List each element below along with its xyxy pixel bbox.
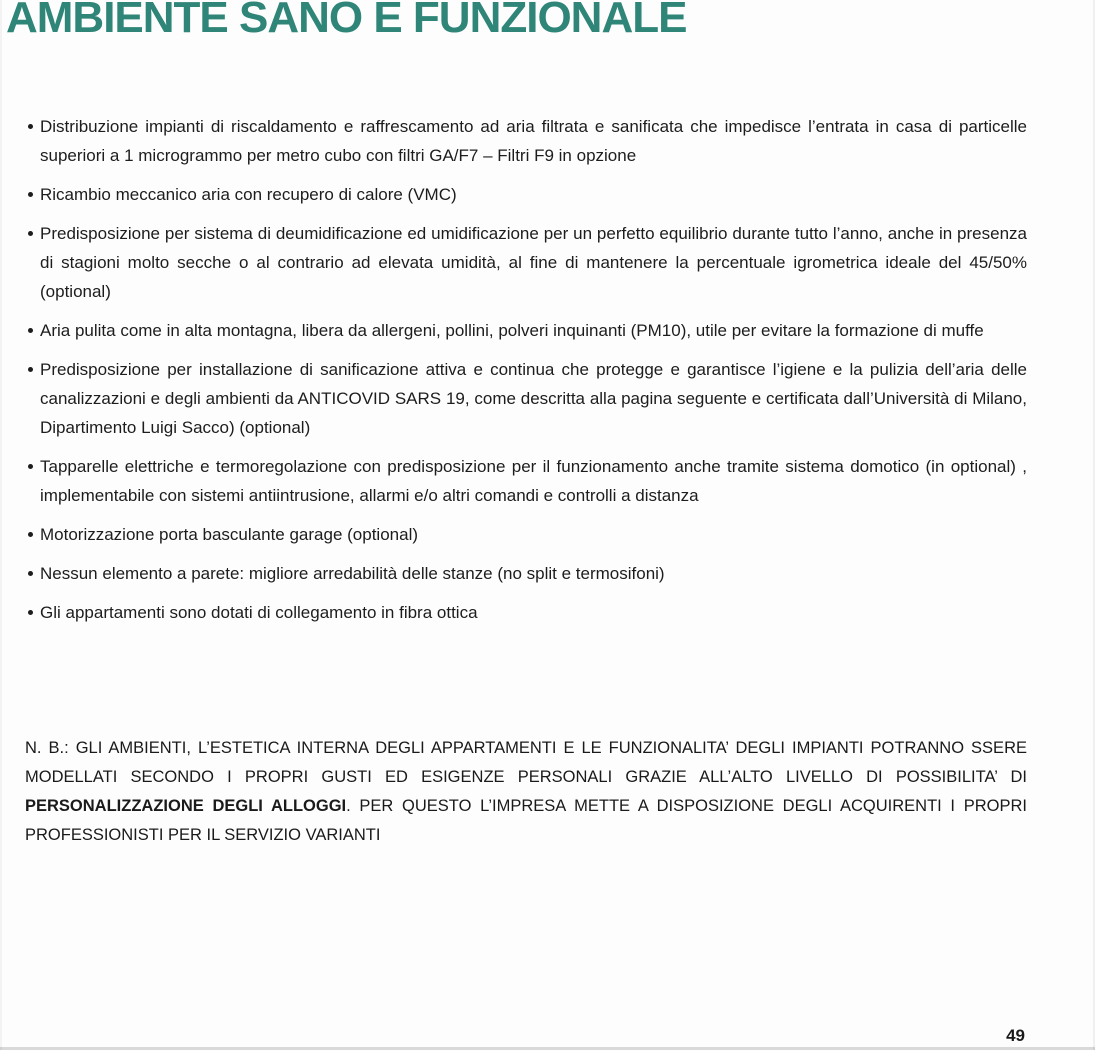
list-item [28,355,1027,442]
list-item-text: Distribuzione impianti di riscaldamento e raffrescamento ad aria filtrata e sanificata che impedisce l’entrata in casa di particelle superiori a 1 microgrammo per metro cubo con filtri GA/F7 – Filtri F9 in opzione [40,117,1027,165]
bullet-icon [28,328,33,333]
list-item-text: Motorizzazione porta basculante garage (optional) [40,525,419,544]
note-paragraph [25,734,1027,850]
bullet-icon [28,532,33,537]
list-item [28,598,1027,627]
list-item [28,316,1027,345]
list-item-text: Nessun elemento a parete: migliore arredabilità delle stanze (no split e termosifoni) [40,564,665,583]
page-number: 49 [1006,1026,1025,1045]
list-item-text: Ricambio meccanico aria con recupero di calore (VMC) [40,185,457,204]
list-item [28,112,1027,170]
list-item [28,180,1027,209]
note-text-normal: N. B.: GLI AMBIENTI, L’ESTETICA INTERNA DEGLI APPARTAMENTI E LE FUNZIONALITA’ DEGLI IMPIANTI POTRANNO SSERE MODELLATI SECONDO I PROPRI GUSTI ED ESIGENZE PERSONALI GRAZIE ALL’ALTO LIVELLO DI POSSIBILITA’ DI [25,739,1027,786]
note-text-normal: . PER QUESTO L’IMPRESA METTE A DISPOSIZIONE DEGLI ACQUIRENTI I PROPRI PROFESSIONISTI PER IL SERVIZIO VARIANTI [25,797,1027,844]
list-item [28,452,1027,510]
bullet-icon [28,571,33,576]
bullet-icon [28,124,33,129]
list-item [28,219,1027,306]
bullet-icon [28,192,33,197]
bullet-icon [28,367,33,372]
list-item-text: Predisposizione per installazione di sanificazione attiva e continua che protegge e garantisce l’igiene e la pulizia dell’aria delle canalizzazioni e degli ambienti da ANTICOVID SARS 19, come descritta alla pagina seguente e certificata dall’Università di Milano, Dipartimento Luigi Sacco) (optional) [40,360,1027,437]
list-item-text: Aria pulita come in alta montagna, libera da allergeni, pollini, polveri inquinanti (PM10), utile per evitare la formazione di muffe [40,321,984,340]
bullet-icon [28,610,33,615]
list-item [28,520,1027,549]
list-item-text: Predisposizione per sistema di deumidificazione ed umidificazione per un perfetto equilibrio durante tutto l’anno, anche in presenza di stagioni molto secche o al contrario ad elevata umidità, al fine di mantenere la percentuale igrometrica ideale del 45/50% (optional) [40,224,1027,301]
note-text-bold: PERSONALIZZAZIONE DEGLI ALLOGGI [25,797,347,815]
list-item-text: Tapparelle elettriche e termoregolazione con predisposizione per il funzionamento anche tramite sistema domotico (in optional) , implementabile con sistemi antiintrusione, allarmi e/o altri comandi e controlli a distanza [40,457,1027,505]
bullet-icon [28,464,33,469]
page-title: AMBIENTE SANO E FUNZIONALE [6,0,687,42]
list-item [28,559,1027,588]
bullet-icon [28,231,33,236]
feature-bullet-list [28,112,1027,637]
list-item-text: Gli appartamenti sono dotati di collegamento in fibra ottica [40,603,478,622]
